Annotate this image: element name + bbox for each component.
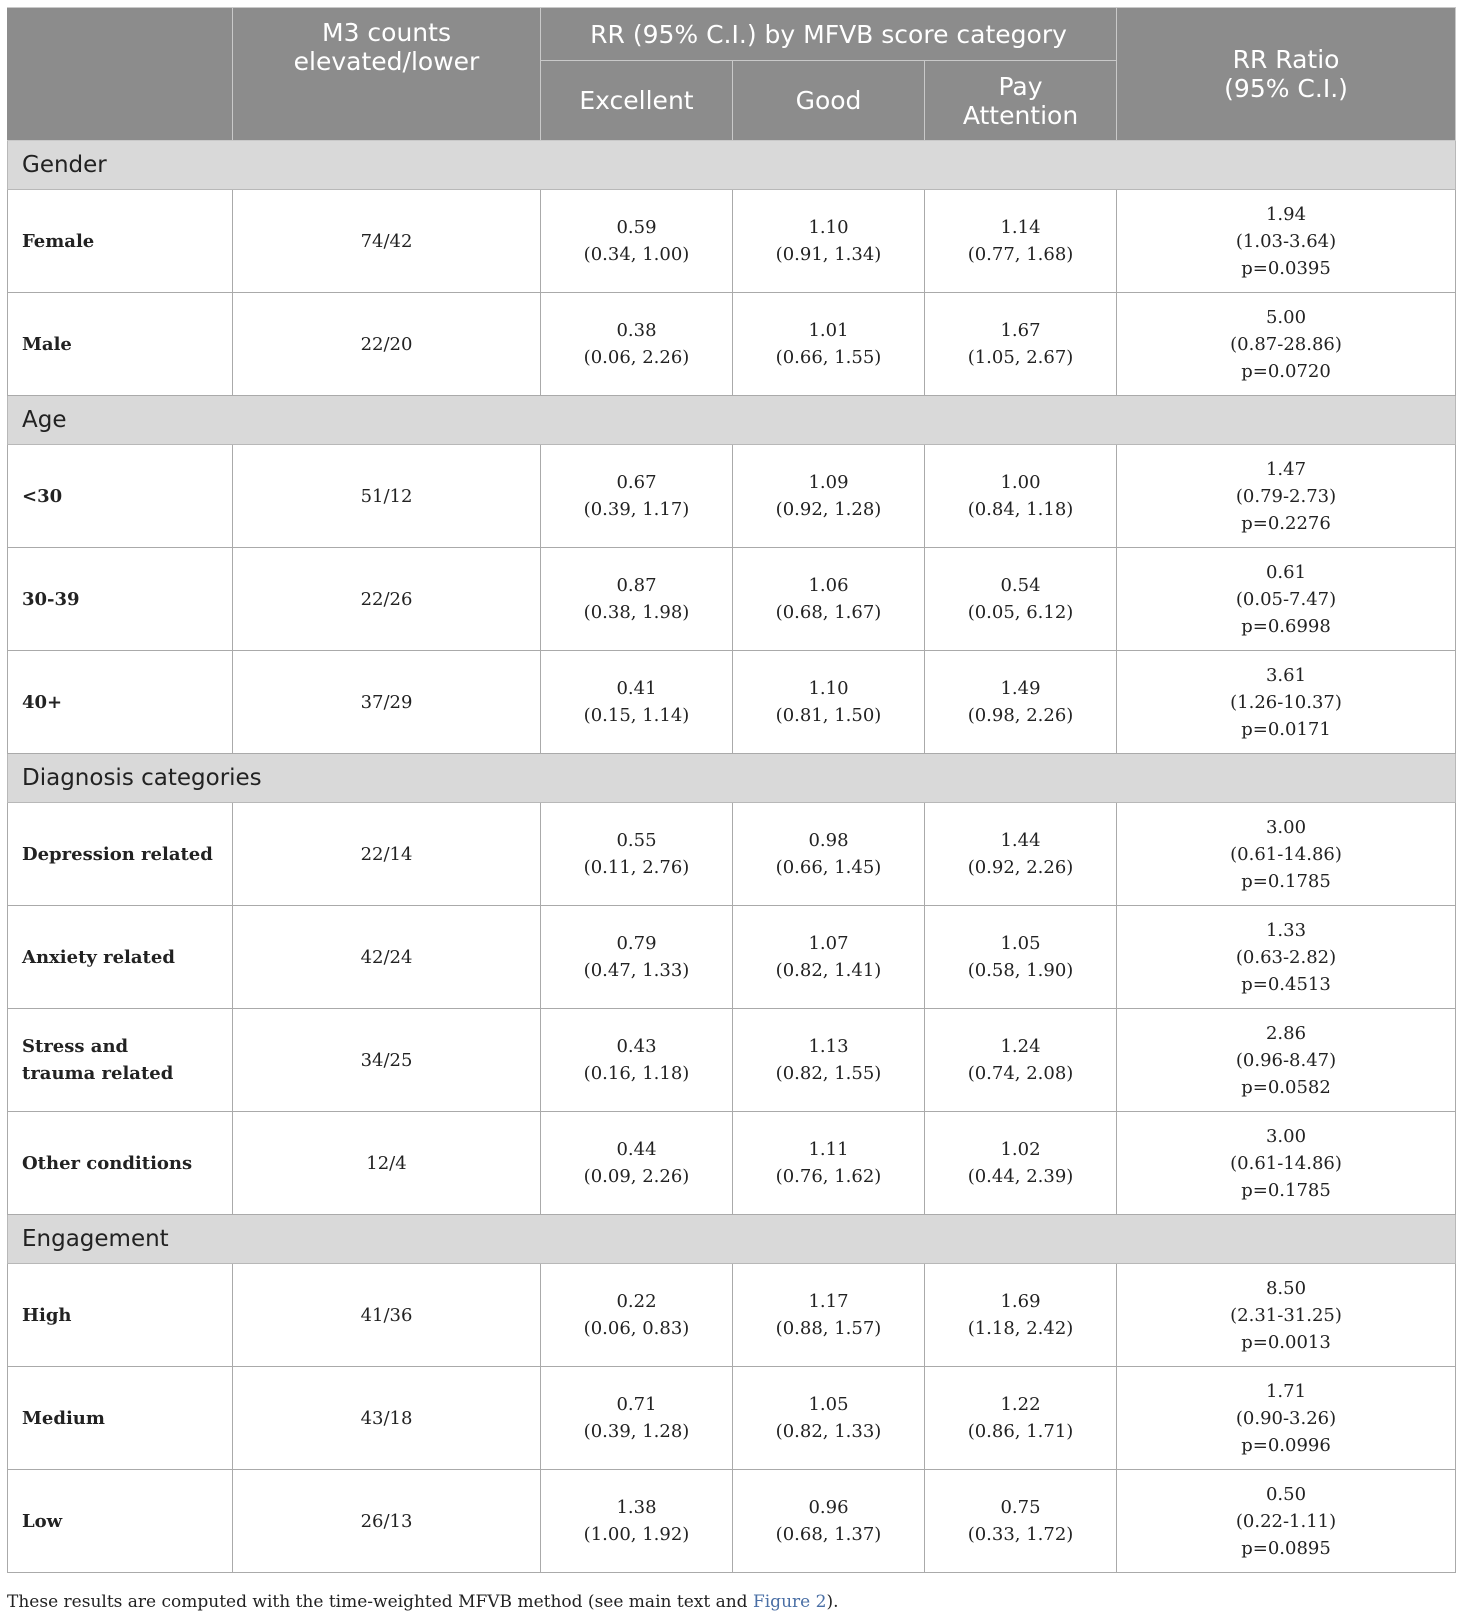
header-rr-group: RR (95% C.I.) by MFVB score category <box>541 8 1117 61</box>
excellent-cell <box>541 1264 733 1367</box>
pay-attention-cell-line2: (1.05, 2.67) <box>967 347 1074 368</box>
row-label <box>8 548 233 651</box>
good-cell-line2: (0.82, 1.55) <box>775 1063 882 1084</box>
table-header <box>8 8 1456 141</box>
row-label <box>8 1367 233 1470</box>
section-header-row <box>8 754 1456 803</box>
good-cell <box>733 293 925 396</box>
good-cell-line1: 0.98 <box>808 830 849 851</box>
section-header-row <box>8 141 1456 190</box>
good-cell-line1: 1.10 <box>808 217 849 238</box>
excellent-cell-line1: 0.38 <box>616 320 657 341</box>
rr-ratio-cell-line3: p=0.1785 <box>1241 870 1331 892</box>
excellent-cell <box>541 548 733 651</box>
rr-ratio-cell-line3: p=0.2276 <box>1241 512 1331 534</box>
rr-ratio-cell-line1: 1.47 <box>1265 458 1307 480</box>
pay-attention-cell <box>925 803 1117 906</box>
table-row <box>8 1264 1456 1367</box>
header-empty-corner <box>8 8 233 141</box>
rr-ratio-cell-line3: p=0.6998 <box>1241 615 1331 637</box>
footnote-text-end: ). <box>826 1592 839 1612</box>
excellent-cell-line2: (0.34, 1.00) <box>583 244 690 265</box>
rr-ratio-cell <box>1117 190 1456 293</box>
good-cell <box>733 1367 925 1470</box>
pay-attention-cell-line2: (0.44, 2.39) <box>967 1166 1074 1187</box>
excellent-cell-line1: 0.79 <box>616 933 657 954</box>
excellent-cell-line1: 0.87 <box>616 575 657 596</box>
row-label-line1: 40+ <box>22 691 63 713</box>
rr-ratio-cell <box>1117 1112 1456 1215</box>
pay-attention-cell <box>925 548 1117 651</box>
row-label <box>8 293 233 396</box>
row-label-line1: <30 <box>22 485 63 507</box>
good-cell-line2: (0.76, 1.62) <box>775 1166 882 1187</box>
good-cell <box>733 445 925 548</box>
row-label-line1: Low <box>22 1510 63 1532</box>
good-cell-line2: (0.81, 1.50) <box>775 705 882 726</box>
rr-ratio-cell-line3: p=0.0395 <box>1241 257 1331 279</box>
rr-ratio-cell-line2: (0.22-1.11) <box>1235 1510 1337 1532</box>
good-cell-line1: 1.01 <box>808 320 849 341</box>
header-rr-ratio-line1: RR Ratio <box>1232 45 1340 74</box>
pay-attention-cell-line1: 0.54 <box>1000 575 1041 596</box>
good-cell-line2: (0.66, 1.55) <box>775 347 882 368</box>
pay-attention-cell-line1: 1.24 <box>1000 1036 1041 1057</box>
row-label <box>8 445 233 548</box>
excellent-cell-line2: (0.06, 2.26) <box>583 347 690 368</box>
pay-attention-cell-line2: (0.86, 1.71) <box>967 1421 1074 1442</box>
pay-attention-cell <box>925 651 1117 754</box>
excellent-cell-line1: 0.67 <box>616 472 657 493</box>
pay-attention-cell-line1: 1.49 <box>1000 678 1041 699</box>
good-cell-line2: (0.92, 1.28) <box>775 499 882 520</box>
m3-counts-cell: 22/20 <box>233 293 541 396</box>
good-cell-line2: (0.91, 1.34) <box>775 244 882 265</box>
pay-attention-cell <box>925 1470 1117 1573</box>
row-label <box>8 1470 233 1573</box>
row-label <box>8 1264 233 1367</box>
rr-ratio-cell-line1: 1.71 <box>1265 1380 1307 1402</box>
pay-attention-cell-line1: 1.14 <box>1000 217 1041 238</box>
excellent-cell <box>541 651 733 754</box>
excellent-cell-line2: (0.16, 1.18) <box>583 1063 690 1084</box>
rr-ratio-cell-line2: (2.31-31.25) <box>1230 1304 1342 1326</box>
row-label <box>8 190 233 293</box>
header-m3-counts-line2: elevated/lower <box>293 47 480 76</box>
rr-ratio-cell-line2: (0.61-14.86) <box>1230 1152 1342 1174</box>
excellent-cell <box>541 1112 733 1215</box>
rr-ratio-cell-line3: p=0.0171 <box>1241 718 1331 740</box>
good-cell-line2: (0.68, 1.67) <box>775 602 882 623</box>
rr-ratio-cell <box>1117 1470 1456 1573</box>
m3-counts-cell: 42/24 <box>233 906 541 1009</box>
good-cell <box>733 1470 925 1573</box>
excellent-cell-line1: 1.38 <box>616 1497 657 1518</box>
rr-ratio-cell-line1: 5.00 <box>1265 306 1307 328</box>
pay-attention-cell <box>925 190 1117 293</box>
good-cell-line1: 1.07 <box>808 933 849 954</box>
rr-ratio-cell-line3: p=0.0895 <box>1241 1537 1331 1559</box>
m3-counts-cell: 22/14 <box>233 803 541 906</box>
row-label-line1: Depression related <box>22 843 213 865</box>
excellent-cell-line1: 0.43 <box>616 1036 657 1057</box>
good-cell-line1: 1.05 <box>808 1394 849 1415</box>
excellent-cell-line2: (0.06, 0.83) <box>583 1318 690 1339</box>
rr-ratio-cell-line1: 3.00 <box>1265 816 1307 838</box>
rr-ratio-cell-line2: (0.96-8.47) <box>1235 1049 1337 1071</box>
pay-attention-cell-line2: (0.92, 2.26) <box>967 857 1074 878</box>
excellent-cell-line2: (0.39, 1.17) <box>583 499 690 520</box>
good-cell <box>733 1264 925 1367</box>
rr-ratio-cell <box>1117 1367 1456 1470</box>
m3-counts-cell: 34/25 <box>233 1009 541 1112</box>
m3-counts-cell: 22/26 <box>233 548 541 651</box>
excellent-cell-line1: 0.22 <box>616 1291 657 1312</box>
rr-ratio-cell <box>1117 548 1456 651</box>
excellent-cell-line2: (0.15, 1.14) <box>583 705 690 726</box>
row-label <box>8 906 233 1009</box>
excellent-cell-line1: 0.55 <box>616 830 657 851</box>
excellent-cell <box>541 1009 733 1112</box>
good-cell <box>733 548 925 651</box>
excellent-cell <box>541 445 733 548</box>
good-cell-line1: 1.17 <box>808 1291 849 1312</box>
rr-ratio-cell-line3: p=0.0582 <box>1241 1076 1331 1098</box>
excellent-cell <box>541 1367 733 1470</box>
rr-ratio-cell <box>1117 651 1456 754</box>
rr-ratio-cell <box>1117 906 1456 1009</box>
table-row <box>8 190 1456 293</box>
m3-counts-cell: 51/12 <box>233 445 541 548</box>
pay-attention-cell-line2: (0.33, 1.72) <box>967 1524 1074 1545</box>
rr-ratio-cell-line3: p=0.0996 <box>1241 1434 1331 1456</box>
rr-ratio-cell <box>1117 1009 1456 1112</box>
row-label-line1: Anxiety related <box>22 946 175 968</box>
table-row <box>8 803 1456 906</box>
good-cell-line1: 1.06 <box>808 575 849 596</box>
rr-ratio-cell-line3: p=0.0720 <box>1241 360 1331 382</box>
results-table <box>7 7 1456 1573</box>
row-label-line1: Stress and <box>22 1036 129 1057</box>
good-cell-line1: 1.11 <box>808 1139 849 1160</box>
table-row <box>8 1009 1456 1112</box>
m3-counts-cell: 26/13 <box>233 1470 541 1573</box>
table-row <box>8 293 1456 396</box>
pay-attention-cell-line1: 1.67 <box>1000 320 1041 341</box>
row-label-line1: High <box>22 1304 72 1326</box>
row-label <box>8 1112 233 1215</box>
rr-ratio-cell-line3: p=0.1785 <box>1241 1179 1331 1201</box>
good-cell-line1: 1.13 <box>808 1036 849 1057</box>
rr-ratio-cell-line1: 3.00 <box>1265 1125 1307 1147</box>
header-good: Good <box>733 61 925 141</box>
excellent-cell-line1: 0.44 <box>616 1139 657 1160</box>
pay-attention-cell-line2: (0.77, 1.68) <box>967 244 1074 265</box>
rr-ratio-cell-line1: 2.86 <box>1265 1022 1307 1044</box>
good-cell <box>733 1112 925 1215</box>
pay-attention-cell <box>925 1264 1117 1367</box>
row-label-line2: trauma related <box>22 1063 174 1084</box>
excellent-cell-line2: (1.00, 1.92) <box>583 1524 690 1545</box>
rr-ratio-cell-line2: (1.26-10.37) <box>1230 691 1342 713</box>
row-label-line1: Female <box>22 230 95 252</box>
pay-attention-cell-line2: (1.18, 2.42) <box>967 1318 1074 1339</box>
pay-attention-cell-line2: (0.05, 6.12) <box>967 602 1074 623</box>
table-row <box>8 906 1456 1009</box>
good-cell-line2: (0.68, 1.37) <box>775 1524 882 1545</box>
rr-ratio-cell <box>1117 293 1456 396</box>
pay-attention-cell-line1: 1.44 <box>1000 830 1041 851</box>
section-title: Diagnosis categories <box>8 754 1456 803</box>
rr-ratio-cell-line1: 0.50 <box>1265 1483 1307 1505</box>
excellent-cell-line1: 0.41 <box>616 678 657 699</box>
good-cell-line1: 0.96 <box>808 1497 849 1518</box>
section-title: Gender <box>8 141 1456 190</box>
rr-ratio-cell-line2: (0.87-28.86) <box>1230 333 1342 355</box>
pay-attention-cell <box>925 1009 1117 1112</box>
section-title: Age <box>8 396 1456 445</box>
header-rr-ratio-line2: (95% C.I.) <box>1224 74 1348 103</box>
rr-ratio-cell-line2: (0.90-3.26) <box>1235 1407 1337 1429</box>
header-m3-counts-line1: M3 counts <box>322 18 451 47</box>
pay-attention-cell-line1: 1.05 <box>1000 933 1041 954</box>
table-footnote <box>7 1592 838 1612</box>
rr-ratio-cell-line3: p=0.4513 <box>1241 973 1331 995</box>
figure-2-link[interactable]: Figure 2 <box>752 1592 827 1612</box>
good-cell-line1: 1.10 <box>808 678 849 699</box>
good-cell-line2: (0.82, 1.33) <box>775 1421 882 1442</box>
row-label-line1: 30-39 <box>22 588 80 610</box>
table-row <box>8 651 1456 754</box>
good-cell <box>733 906 925 1009</box>
m3-counts-cell: 74/42 <box>233 190 541 293</box>
m3-counts-cell: 43/18 <box>233 1367 541 1470</box>
section-header-row <box>8 1215 1456 1264</box>
pay-attention-cell <box>925 445 1117 548</box>
pay-attention-cell-line2: (0.84, 1.18) <box>967 499 1074 520</box>
excellent-cell <box>541 1470 733 1573</box>
rr-ratio-cell-line2: (0.79-2.73) <box>1235 485 1337 507</box>
row-label <box>8 803 233 906</box>
excellent-cell <box>541 906 733 1009</box>
excellent-cell <box>541 190 733 293</box>
row-label-line1: Medium <box>22 1407 105 1429</box>
excellent-cell-line2: (0.38, 1.98) <box>583 602 690 623</box>
good-cell <box>733 190 925 293</box>
header-rr-ratio <box>1117 8 1456 141</box>
section-header-row <box>8 396 1456 445</box>
table-body <box>8 141 1456 1573</box>
rr-ratio-cell-line1: 1.94 <box>1265 203 1307 225</box>
table-row <box>8 445 1456 548</box>
section-title: Engagement <box>8 1215 1456 1264</box>
table-row <box>8 548 1456 651</box>
rr-ratio-cell-line2: (0.63-2.82) <box>1235 946 1337 968</box>
pay-attention-cell-line2: (0.74, 2.08) <box>967 1063 1074 1084</box>
excellent-cell <box>541 293 733 396</box>
good-cell-line1: 1.09 <box>808 472 849 493</box>
excellent-cell <box>541 803 733 906</box>
good-cell-line2: (0.66, 1.45) <box>775 857 882 878</box>
row-label-line1: Male <box>22 333 72 355</box>
row-label-line1: Other conditions <box>22 1152 193 1174</box>
rr-ratio-cell <box>1117 445 1456 548</box>
row-label <box>8 651 233 754</box>
rr-ratio-cell <box>1117 803 1456 906</box>
header-pay-attention <box>925 61 1117 141</box>
m3-counts-cell: 41/36 <box>233 1264 541 1367</box>
excellent-cell-line1: 0.59 <box>616 217 657 238</box>
pay-attention-cell-line2: (0.98, 2.26) <box>967 705 1074 726</box>
rr-ratio-cell-line1: 0.61 <box>1265 561 1307 583</box>
rr-ratio-cell-line2: (1.03-3.64) <box>1235 230 1337 252</box>
results-table-container <box>7 7 1455 1573</box>
m3-counts-cell: 12/4 <box>233 1112 541 1215</box>
pay-attention-cell <box>925 293 1117 396</box>
rr-ratio-cell <box>1117 1264 1456 1367</box>
rr-ratio-cell-line2: (0.05-7.47) <box>1235 588 1337 610</box>
good-cell <box>733 1009 925 1112</box>
excellent-cell-line2: (0.11, 2.76) <box>583 857 690 878</box>
rr-ratio-cell-line2: (0.61-14.86) <box>1230 843 1342 865</box>
pay-attention-cell <box>925 906 1117 1009</box>
excellent-cell-line2: (0.39, 1.28) <box>583 1421 690 1442</box>
header-excellent: Excellent <box>541 61 733 141</box>
row-label <box>8 1009 233 1112</box>
m3-counts-cell: 37/29 <box>233 651 541 754</box>
table-row <box>8 1367 1456 1470</box>
pay-attention-cell <box>925 1367 1117 1470</box>
footnote-text: These results are computed with the time-weighted MFVB method (see main text and <box>7 1592 753 1612</box>
excellent-cell-line1: 0.71 <box>616 1394 657 1415</box>
good-cell-line2: (0.82, 1.41) <box>775 960 882 981</box>
excellent-cell-line2: (0.09, 2.26) <box>583 1166 690 1187</box>
table-row <box>8 1112 1456 1215</box>
pay-attention-cell-line1: 1.00 <box>1000 472 1041 493</box>
rr-ratio-cell-line1: 8.50 <box>1265 1277 1307 1299</box>
rr-ratio-cell-line1: 1.33 <box>1265 919 1307 941</box>
table-row <box>8 1470 1456 1573</box>
good-cell-line2: (0.88, 1.57) <box>775 1318 882 1339</box>
excellent-cell-line2: (0.47, 1.33) <box>583 960 690 981</box>
pay-attention-cell <box>925 1112 1117 1215</box>
pay-attention-cell-line2: (0.58, 1.90) <box>967 960 1074 981</box>
good-cell <box>733 803 925 906</box>
pay-attention-cell-line1: 1.02 <box>1000 1139 1041 1160</box>
pay-attention-cell-line1: 1.69 <box>1000 1291 1041 1312</box>
pay-attention-cell-line1: 1.22 <box>1000 1394 1041 1415</box>
header-m3-counts <box>233 8 541 141</box>
rr-ratio-cell-line1: 3.61 <box>1265 664 1307 686</box>
header-pay-line1: Pay <box>998 71 1043 101</box>
header-pay-line2: Attention <box>962 100 1079 130</box>
rr-ratio-cell-line3: p=0.0013 <box>1241 1331 1331 1353</box>
pay-attention-cell-line1: 0.75 <box>1000 1497 1041 1518</box>
good-cell <box>733 651 925 754</box>
